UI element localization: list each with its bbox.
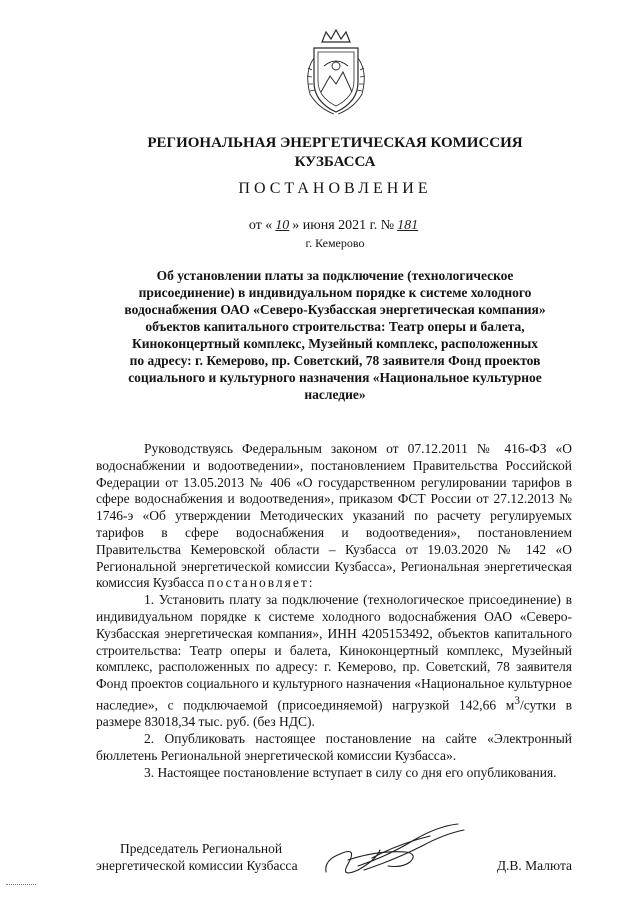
subject-line: социального и культурного назначения «Национальное культурное — [128, 370, 542, 385]
preamble-paragraph — [96, 441, 572, 592]
subject-line: Киноконцертный комплекс, Музейный комплекс, расположенных — [131, 336, 539, 351]
margin-mark — [6, 884, 36, 887]
subject-line: Об установлении платы за подключение (технологическое — [156, 268, 514, 283]
subject-line: наследие» — [304, 387, 366, 402]
decree-word: постановляет: — [207, 575, 315, 591]
organization-line-2: КУЗБАССА — [294, 154, 376, 170]
city: г. Кемерово — [305, 236, 365, 250]
organization-name — [100, 134, 570, 172]
signatory-role-line-1: Председатель Региональной — [120, 841, 283, 856]
document-body — [96, 441, 572, 781]
item-1-paragraph — [96, 592, 572, 731]
date-day: 10 — [275, 218, 290, 233]
item-3-paragraph: 3. Настоящее постановление вступает в силу со дня его опубликования. — [144, 764, 557, 780]
subject-line: по адресу: г. Кемерово, пр. Советский, 78 заявителя Фонд проектов — [129, 353, 541, 368]
subject-line: объектов капитального строительства: Театр оперы и балета, — [145, 319, 525, 334]
subject-line: присоединение) в индивидуальном порядке к системе холодного — [138, 285, 532, 300]
item-1-text-end: /сутки в размере 83018,34 тыс. руб. (без НДС). — [96, 697, 572, 730]
document-type: ПОСТАНОВЛЕНИЕ — [238, 180, 432, 197]
date-middle: » июня 2021 г. № — [292, 218, 395, 233]
signatory-name: Д.В. Малюта — [496, 858, 572, 873]
item-1-text: 1. Установить плату за подключение (технологическое присоединение) в индивидуальном порядке к системе холодного водоснабжения ОАО «Северо-Кузбасская энергетическая компания», ИНН 4205153492, объектов капитального строительства: Театр оперы и балета, Киноконцертный комплекс, Музейный комплекс, расположенных по адресу: г. Кемерово, пр. Советский, 78 заявителя Фонд проектов социального и культурного назначения «Национальное культурное наследие», с подключаемой (присоединяемой) нагрузкой 142,66 м — [96, 592, 572, 713]
date-prefix: от « — [248, 218, 273, 233]
handwritten-signature — [318, 820, 468, 880]
document-number: 181 — [397, 218, 419, 233]
coat-of-arms-emblem — [300, 28, 372, 118]
item-1-superscript: 3 — [514, 694, 520, 707]
document-subject — [95, 267, 575, 403]
signatory-role-line-2: энергетической комиссии Кузбасса — [96, 858, 298, 873]
organization-line-1: РЕГИОНАЛЬНАЯ ЭНЕРГЕТИЧЕСКАЯ КОМИССИЯ — [147, 135, 523, 151]
item-2-paragraph: 2. Опубликовать настоящее постановление на сайте «Электронный бюллетень Региональной энергетической комиссии Кузбасса». — [96, 731, 572, 763]
document-date-number — [100, 218, 570, 234]
preamble-text: Руководствуясь Федеральным законом от 07.12.2011 № 416-ФЗ «О водоснабжении и водоотведении», постановлением Правительства Российской Федерации от 13.05.2013 № 406 «О государственном регулировании тарифов в сфере водоснабжения и водоотведения», приказом ФСТ России от 27.12.2013 № 1746-э «Об утверждении Методических указаний по расчету регулируемых тарифов в сфере водоснабжения и водоотведения», постановлением Правительства Кемеровской области – Кузбасса от 19.03.2020 № 142 «О Региональной энергетической комиссии Кузбасса», Региональная энергетическая комиссия Кузбасса — [96, 441, 572, 591]
signatory-role — [96, 840, 336, 874]
subject-line: водоснабжения ОАО «Северо-Кузбасская энергетическая компания» — [124, 302, 546, 317]
